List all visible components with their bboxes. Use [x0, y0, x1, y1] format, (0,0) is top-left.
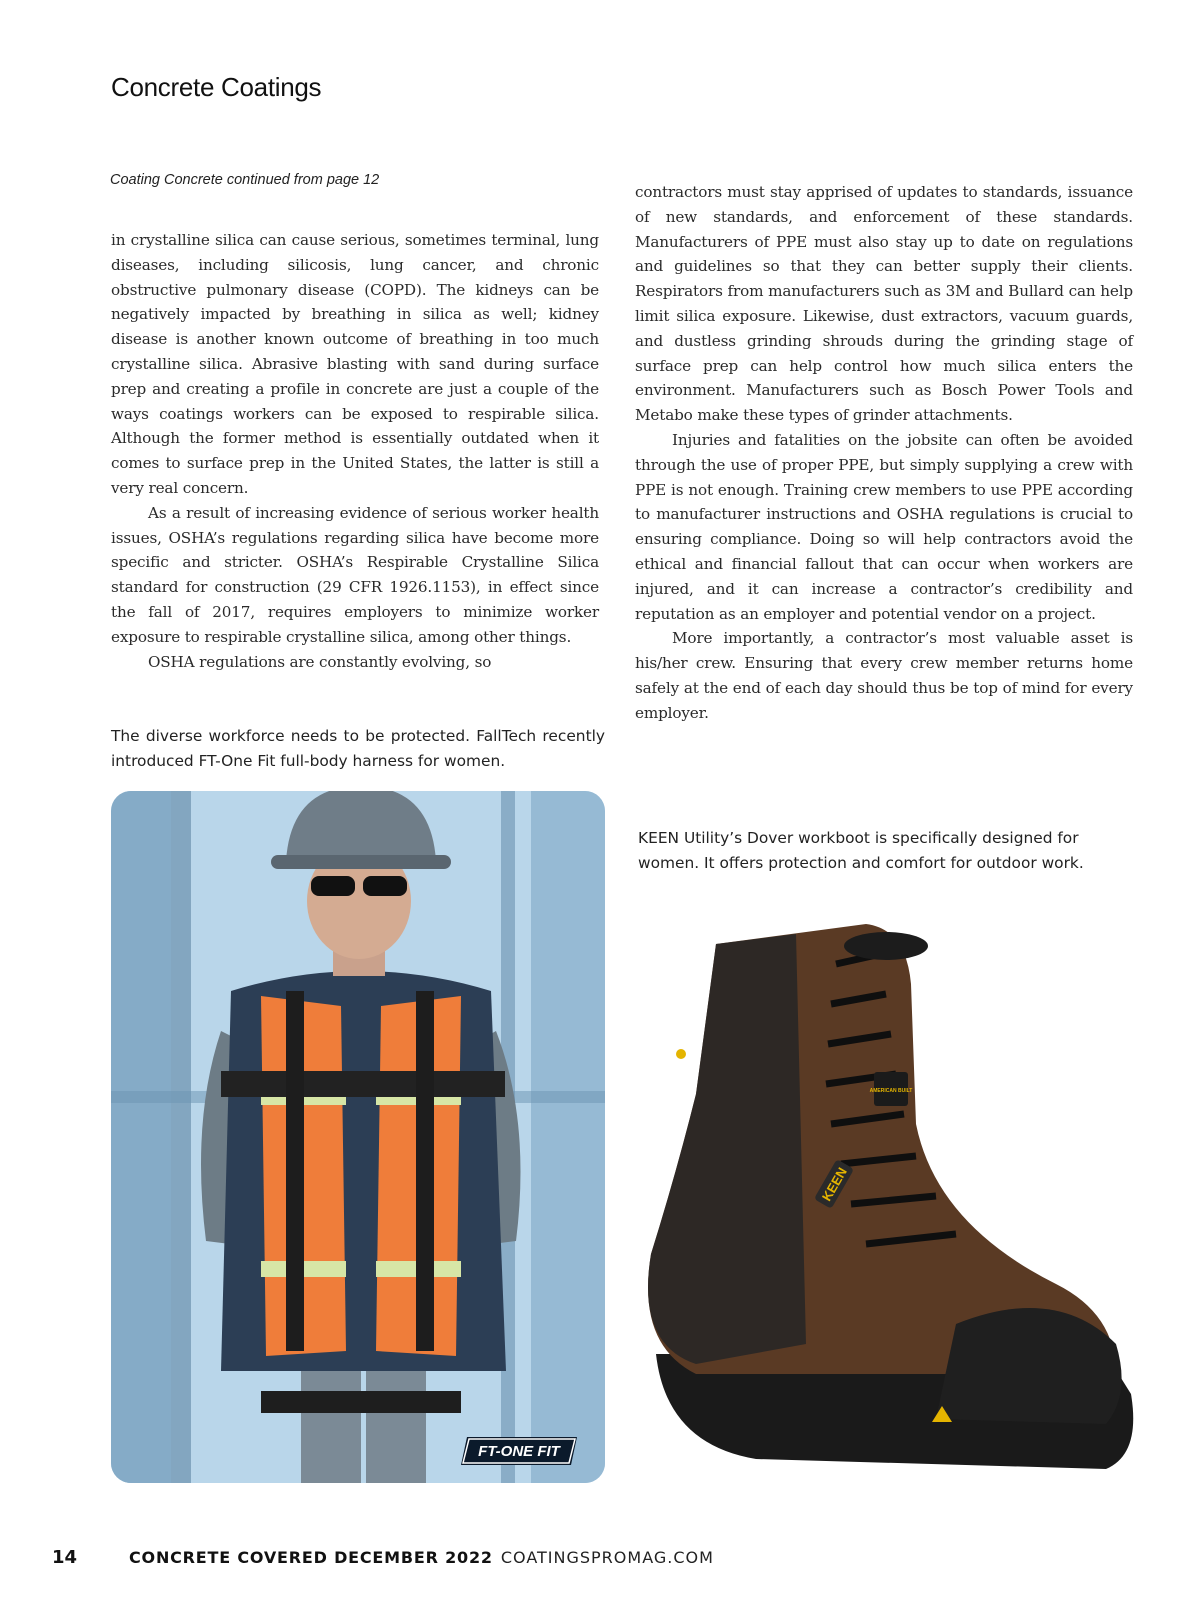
article-paragraph: OSHA regulations are constantly evolving, so	[148, 652, 492, 671]
section-title: Concrete Coatings	[111, 72, 322, 102]
article-paragraph: Injuries and fatalities on the jobsite can often be avoided through the use of proper PPE, but simply supplying a crew with PPE is not enough. Training crew members to use PPE according to manufacturer instructions and OSHA regulations is crucial to ensuring compliance. Doing so will help contractors avoid the ethical and financial fallout that can occur when workers are injured, and it can increase a contractor’s credibility and reputation as an employer and potential vendor on a project.	[635, 430, 1133, 623]
page-footer	[52, 1547, 714, 1568]
boot-photo-caption: KEEN Utility’s Dover workboot is specifically designed for women. It offers protection and comfort for outdoor work.	[638, 829, 1084, 872]
article-paragraph: contractors must stay apprised of updates to standards, issuance of new standards, and enforcement of these standards. Manufacturers of PPE must also stay up to date on regulations and guidelines so that they can better supply their clients. Respirators from manufacturers such as 3M and Bullard can help limit silica exposure. Likewise, dust extractors, vacuum guards, and dustless grinding shrouds during the grinding stage of surface prep can help control how much silica enters the environment. Manufacturers such as Bosch Power Tools and Metabo make these types of grinder attachments.	[635, 183, 1133, 425]
page-number: 14	[52, 1547, 78, 1568]
ft-one-fit-logo-text: FT-ONE FIT	[478, 1443, 560, 1460]
magazine-website: COATINGSPROMAG.COM	[500, 1548, 714, 1567]
article-column-right	[635, 180, 1133, 726]
ft-one-fit-logo	[459, 1435, 579, 1467]
continued-note: Coating Concrete continued from page 12	[110, 172, 380, 188]
harness-photo-caption: The diverse workforce needs to be protected. FallTech recently introduced FT-One Fit full-body harness for women.	[111, 727, 605, 770]
magazine-issue: CONCRETE COVERED DECEMBER 2022	[129, 1548, 493, 1567]
boot-brand-text: KEEN	[818, 1164, 850, 1204]
boot-tag-text: AMERICAN BUILT	[869, 1088, 913, 1094]
boot-illustration	[636, 924, 1138, 1486]
article-paragraph: As a result of increasing evidence of serious worker health issues, OSHA’s regulations regarding silica have become more specific and stricter. OSHA’s Respirable Crystalline Silica standard for construction (29 CFR 1926.1153), in effect since the fall of 2017, requires employers to minimize worker exposure to respirable crystalline silica, among other things.	[111, 503, 599, 646]
harness-worker-photo	[111, 791, 605, 1483]
article-column-left	[111, 228, 599, 674]
keen-dover-boot-photo	[636, 924, 1138, 1486]
worker-illustration	[111, 791, 605, 1483]
article-paragraph: More importantly, a contractor’s most valuable asset is his/her crew. Ensuring that every crew member returns home safely at the end of each day should thus be top of mind for every employer.	[635, 629, 1133, 722]
article-paragraph: in crystalline silica can cause serious, sometimes terminal, lung diseases, including silicosis, lung cancer, and chronic obstructive pulmonary disease (COPD). The kidneys can be negatively impacted by breathing in silica as well; kidney disease is another known outcome of breathing in too much crystalline silica. Abrasive blasting with sand during surface prep and creating a profile in concrete are just a couple of the ways coatings workers can be exposed to respirable silica. Although the former method is essentially outdated when it comes to surface prep in the United States, the latter is still a very real concern.	[111, 231, 599, 497]
